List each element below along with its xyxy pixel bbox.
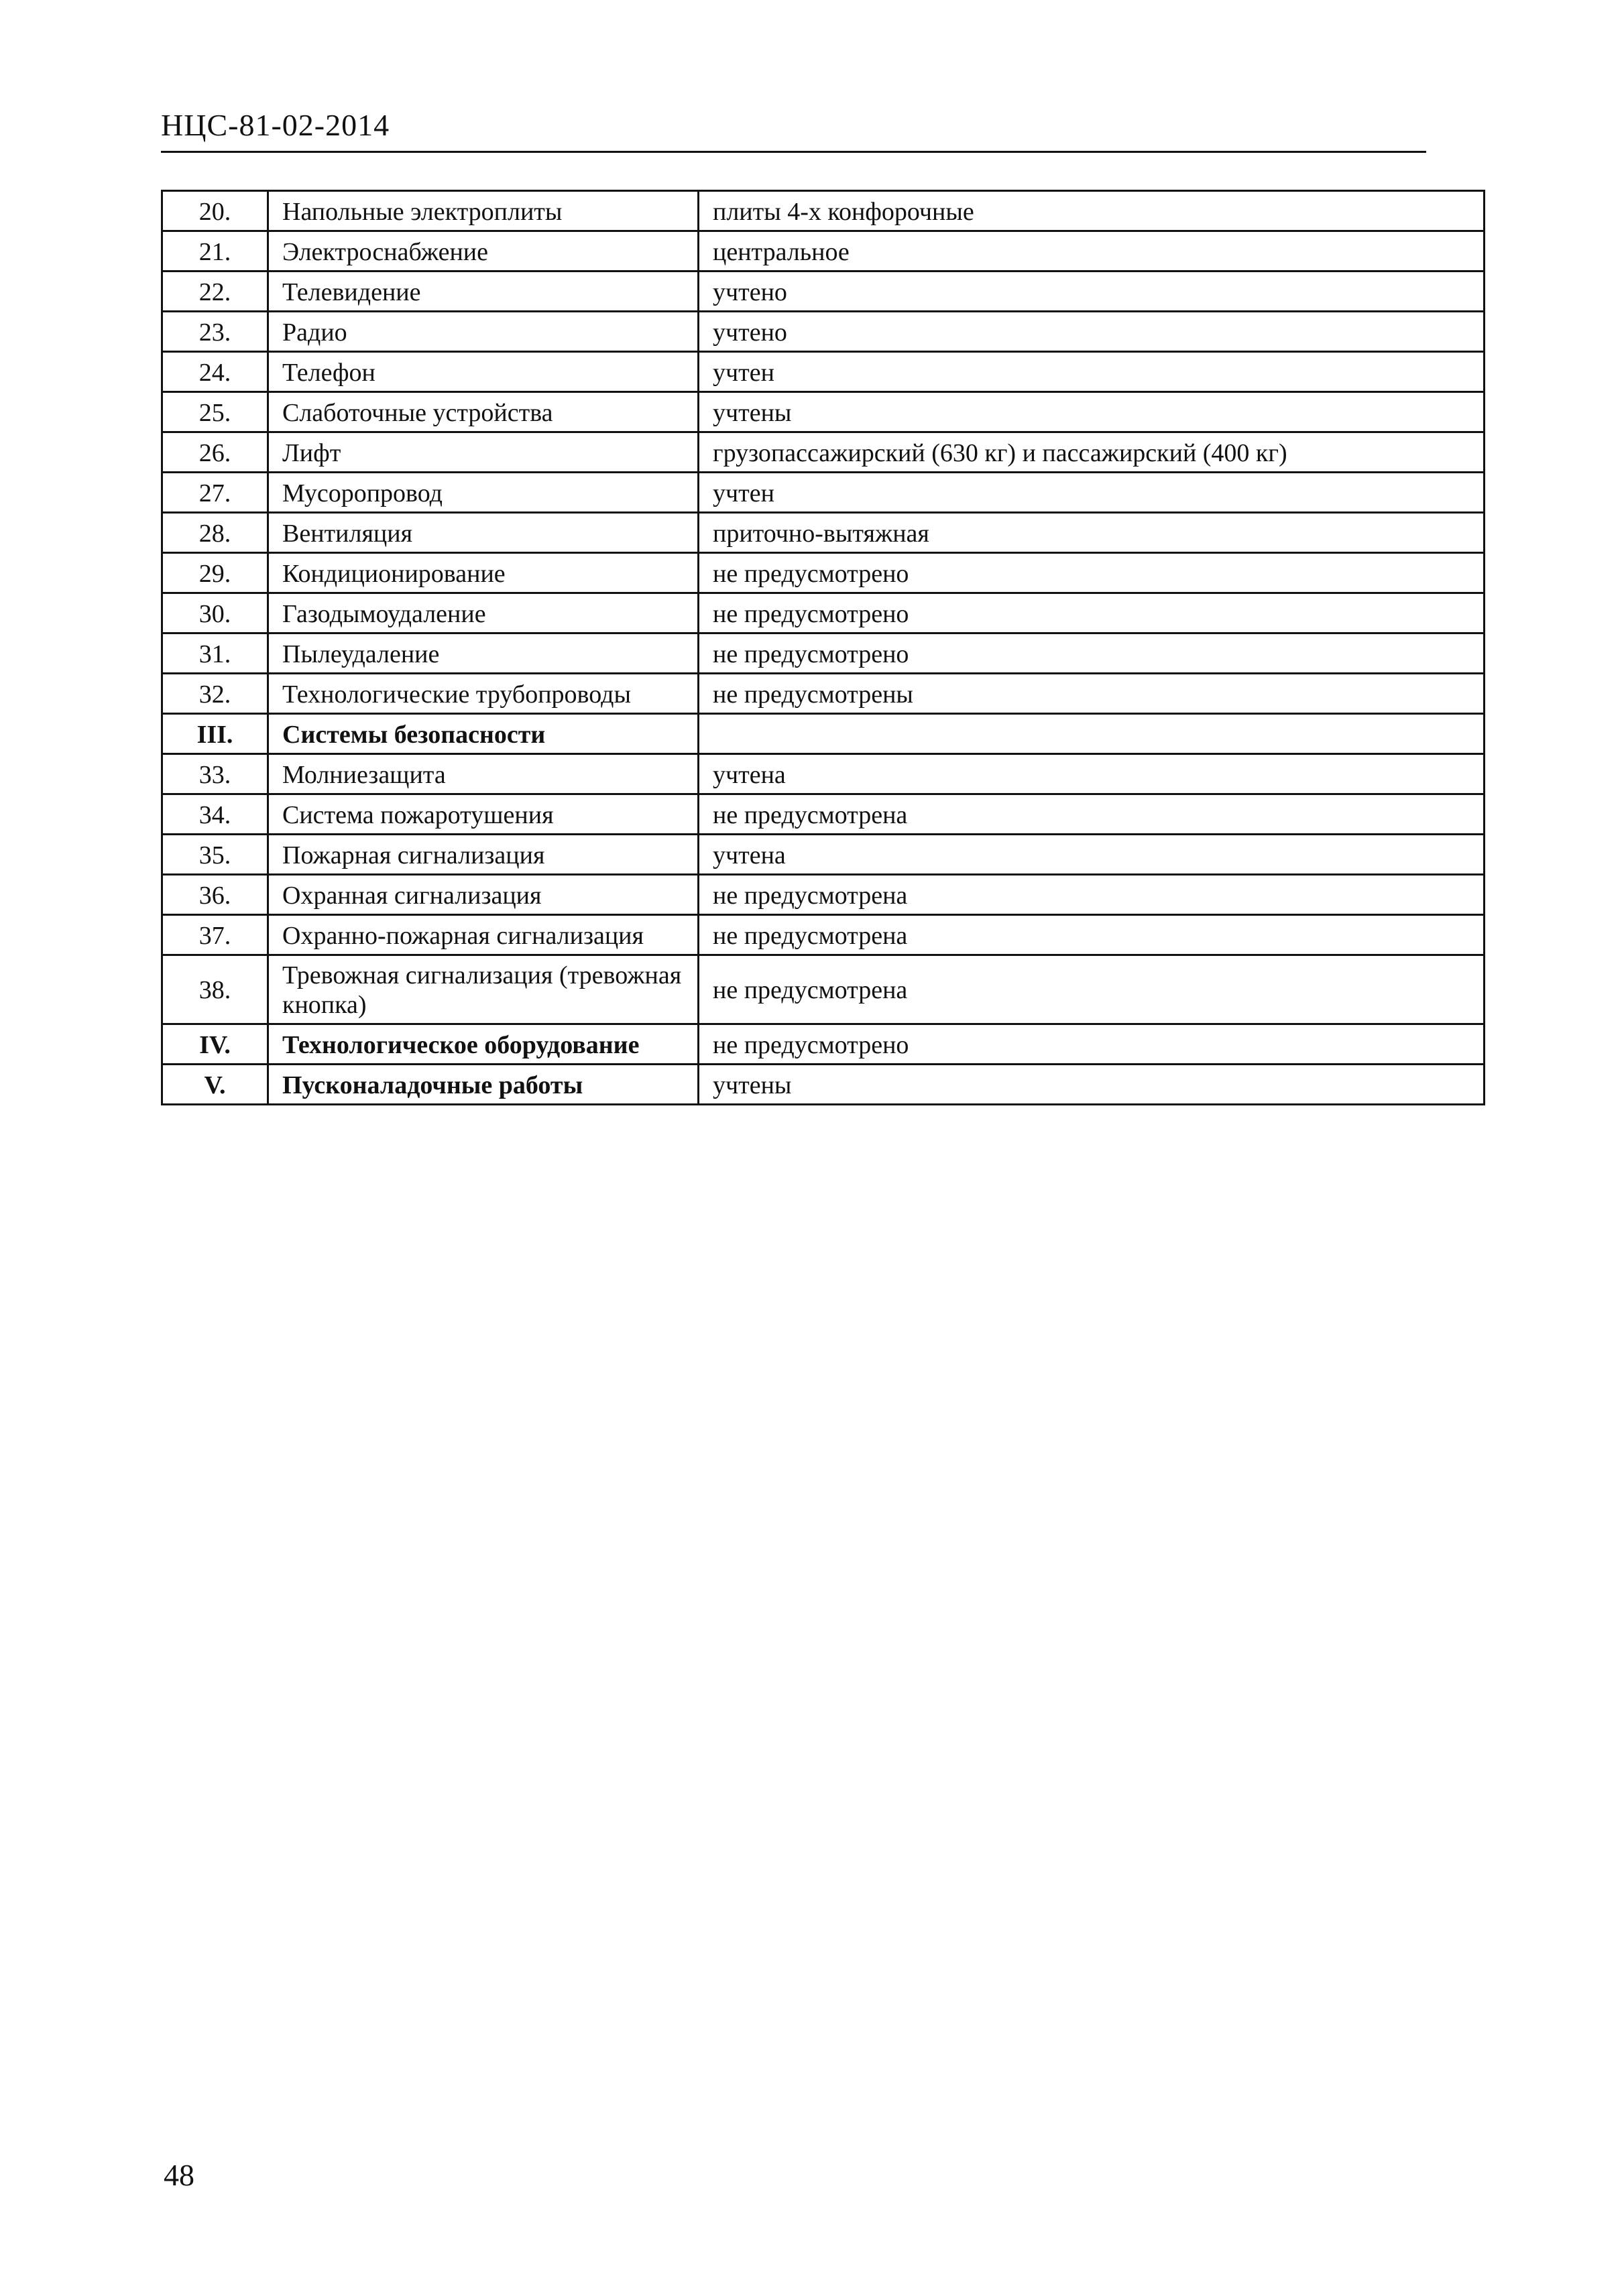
document-code: НЦС-81-02-2014 <box>161 108 390 142</box>
section-title: Технологическое оборудование <box>268 1024 699 1065</box>
row-value: не предусмотрены <box>699 674 1485 714</box>
row-number: 28. <box>162 513 268 553</box>
table-row <box>162 392 1485 432</box>
table-row <box>162 835 1485 875</box>
table-row <box>162 432 1485 473</box>
row-number: 21. <box>162 231 268 271</box>
row-value: не предусмотрена <box>699 955 1485 1024</box>
section-title: Пусконаладочные работы <box>268 1065 699 1105</box>
row-name: Газодымоудаление <box>268 593 699 633</box>
row-value: не предусмотрено <box>699 553 1485 593</box>
row-name: Охранная сигнализация <box>268 875 699 915</box>
row-value: учтена <box>699 835 1485 875</box>
row-name: Кондиционирование <box>268 553 699 593</box>
row-name: Радио <box>268 312 699 352</box>
row-name: Технологические трубопроводы <box>268 674 699 714</box>
row-number: 23. <box>162 312 268 352</box>
row-number: 38. <box>162 955 268 1024</box>
row-name: Телевидение <box>268 271 699 312</box>
row-value: не предусмотрено <box>699 633 1485 674</box>
row-value: плиты 4-х конфорочные <box>699 191 1485 231</box>
row-name: Система пожаротушения <box>268 794 699 835</box>
row-name: Мусоропровод <box>268 473 699 513</box>
section-number: V. <box>162 1065 268 1105</box>
specification-table <box>161 190 1485 1105</box>
row-number: 26. <box>162 432 268 473</box>
section-row <box>162 1065 1485 1105</box>
row-number: 34. <box>162 794 268 835</box>
table-row <box>162 794 1485 835</box>
row-value: центральное <box>699 231 1485 271</box>
table-row <box>162 271 1485 312</box>
row-number: 31. <box>162 633 268 674</box>
section-number: III. <box>162 714 268 754</box>
table-row <box>162 875 1485 915</box>
table-row <box>162 473 1485 513</box>
row-value: не предусмотрена <box>699 915 1485 955</box>
row-number: 30. <box>162 593 268 633</box>
table-row <box>162 352 1485 392</box>
row-number: 35. <box>162 835 268 875</box>
section-row <box>162 1024 1485 1065</box>
row-name: Слаботочные устройства <box>268 392 699 432</box>
row-value: учтен <box>699 473 1485 513</box>
table-row <box>162 231 1485 271</box>
row-number: 20. <box>162 191 268 231</box>
table-row <box>162 191 1485 231</box>
table-row <box>162 633 1485 674</box>
row-value: не предусмотрена <box>699 875 1485 915</box>
row-name: Вентиляция <box>268 513 699 553</box>
section-number: IV. <box>162 1024 268 1065</box>
table-row <box>162 553 1485 593</box>
table-row <box>162 513 1485 553</box>
row-name: Телефон <box>268 352 699 392</box>
row-name: Тревожная сигнализация (тревожная кнопка) <box>268 955 699 1024</box>
row-value: не предусмотрено <box>699 593 1485 633</box>
section-value <box>699 714 1485 754</box>
row-number: 37. <box>162 915 268 955</box>
row-number: 25. <box>162 392 268 432</box>
row-number: 27. <box>162 473 268 513</box>
section-value: не предусмотрено <box>699 1024 1485 1065</box>
table-row <box>162 955 1485 1024</box>
header-rule <box>161 151 1426 153</box>
row-value: учтены <box>699 392 1485 432</box>
row-name: Пылеудаление <box>268 633 699 674</box>
table-row <box>162 312 1485 352</box>
section-title: Системы безопасности <box>268 714 699 754</box>
section-value: учтены <box>699 1065 1485 1105</box>
row-number: 32. <box>162 674 268 714</box>
row-value: учтено <box>699 271 1485 312</box>
row-value: не предусмотрена <box>699 794 1485 835</box>
row-name: Пожарная сигнализация <box>268 835 699 875</box>
row-value: учтено <box>699 312 1485 352</box>
row-name: Напольные электроплиты <box>268 191 699 231</box>
table-row <box>162 754 1485 794</box>
table-row <box>162 593 1485 633</box>
row-name: Молниезащита <box>268 754 699 794</box>
row-number: 22. <box>162 271 268 312</box>
row-number: 24. <box>162 352 268 392</box>
row-number: 33. <box>162 754 268 794</box>
table-row <box>162 674 1485 714</box>
section-row <box>162 714 1485 754</box>
row-value: учтен <box>699 352 1485 392</box>
row-number: 29. <box>162 553 268 593</box>
row-name: Электроснабжение <box>268 231 699 271</box>
row-value: приточно-вытяжная <box>699 513 1485 553</box>
row-number: 36. <box>162 875 268 915</box>
row-value: грузопассажирский (630 кг) и пассажирский (400 кг) <box>699 432 1485 473</box>
table-row <box>162 915 1485 955</box>
row-name: Лифт <box>268 432 699 473</box>
row-value: учтена <box>699 754 1485 794</box>
page-number: 48 <box>164 2158 194 2192</box>
row-name: Охранно-пожарная сигнализация <box>268 915 699 955</box>
